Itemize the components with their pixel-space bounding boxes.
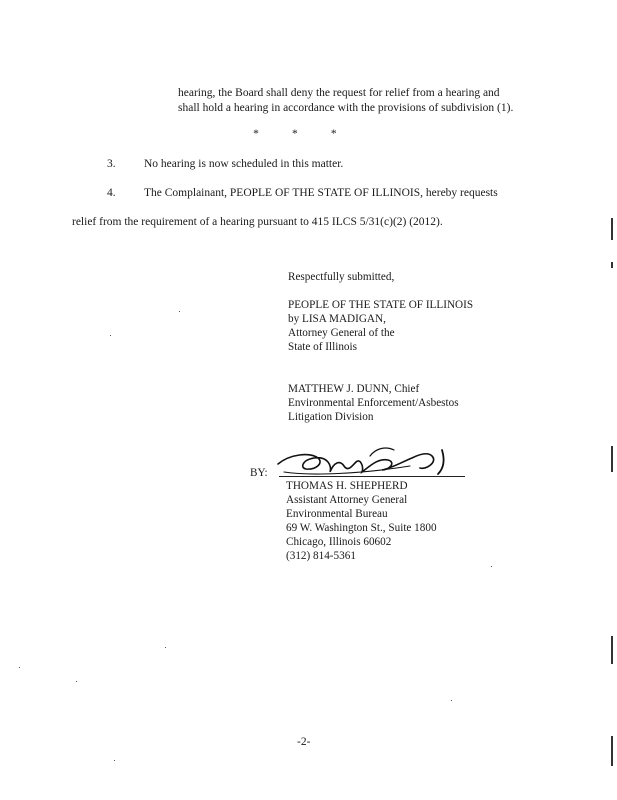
party-line: Attorney General of the bbox=[288, 327, 395, 339]
scan-speck bbox=[114, 760, 115, 761]
signer-line: 69 W. Washington St., Suite 1800 bbox=[286, 522, 437, 534]
scan-speck bbox=[451, 700, 452, 701]
division-line: Litigation Division bbox=[288, 411, 374, 423]
paragraph-4-number: 4. bbox=[107, 187, 116, 199]
by-label: BY: bbox=[250, 467, 268, 479]
signer-line: Chicago, Illinois 60602 bbox=[286, 536, 392, 548]
party-line: State of Illinois bbox=[288, 341, 357, 353]
quote-line-1: hearing, the Board shall deny the request for relief from a hearing and bbox=[178, 87, 500, 99]
scan-speck bbox=[76, 681, 77, 682]
paragraph-3-number: 3. bbox=[107, 158, 116, 170]
division-line: Environmental Enforcement/Asbestos bbox=[288, 397, 459, 409]
paragraph-4-continuation: relief from the requirement of a hearing pursuant to 415 ILCS 5/31(c)(2) (2012). bbox=[72, 216, 443, 228]
scan-speck bbox=[491, 566, 492, 567]
signature-line bbox=[279, 476, 465, 477]
scan-speck bbox=[19, 667, 20, 668]
division-line: MATTHEW J. DUNN, Chief bbox=[288, 383, 420, 395]
scan-edge-mark bbox=[611, 636, 613, 664]
scan-edge-mark bbox=[611, 736, 613, 766]
scan-edge-mark bbox=[611, 262, 613, 268]
scan-edge-mark bbox=[611, 218, 613, 240]
signer-line: THOMAS H. SHEPHERD bbox=[286, 480, 408, 492]
star: * bbox=[330, 128, 337, 140]
scan-edge-mark bbox=[611, 446, 613, 472]
signer-line: (312) 814-5361 bbox=[286, 550, 356, 562]
paragraph-3-text: No hearing is now scheduled in this matter. bbox=[144, 158, 344, 170]
quote-line-2: shall hold a hearing in accordance with the provisions of subdivision (1). bbox=[178, 102, 514, 114]
star: * bbox=[292, 128, 298, 140]
page-number: -2- bbox=[297, 736, 311, 748]
signer-line: Assistant Attorney General bbox=[286, 494, 408, 506]
party-line: PEOPLE OF THE STATE OF ILLINOIS bbox=[288, 299, 474, 311]
scan-speck bbox=[110, 335, 111, 336]
scan-speck bbox=[179, 311, 180, 312]
star: * bbox=[253, 128, 259, 140]
omission-stars bbox=[238, 127, 352, 141]
party-line: by LISA MADIGAN, bbox=[288, 313, 386, 325]
salutation: Respectfully submitted, bbox=[288, 271, 395, 283]
paragraph-4-text: The Complainant, PEOPLE OF THE STATE OF ILLINOIS, hereby requests bbox=[144, 187, 498, 199]
signer-line: Environmental Bureau bbox=[286, 508, 388, 520]
scan-speck bbox=[165, 647, 166, 648]
